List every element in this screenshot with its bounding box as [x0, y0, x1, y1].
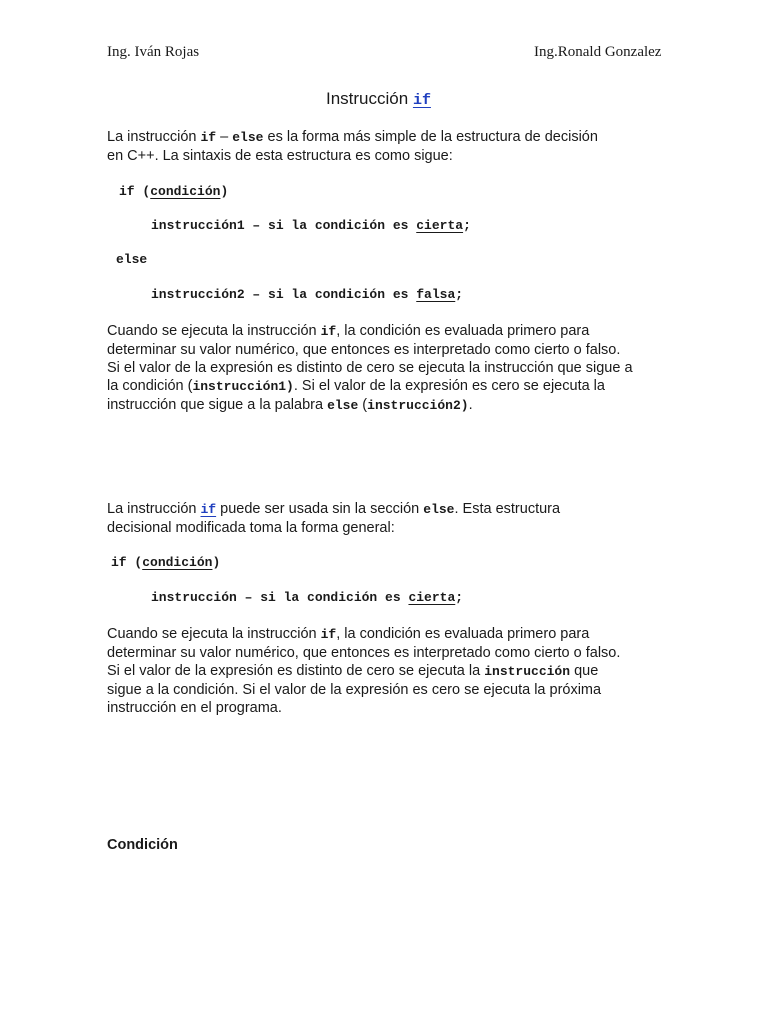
- code-if-open: if (: [111, 555, 143, 570]
- explain1-paragraph: [107, 322, 677, 415]
- intro-paragraph: [107, 128, 667, 165]
- explain2-text: Cuando se ejecuta la instrucción: [107, 626, 321, 642]
- code-if: if: [320, 627, 337, 642]
- intro-text-3: en C++. La sintaxis de esta estructura es como sigue:: [107, 148, 453, 164]
- syntax1-instr2-line: [151, 287, 463, 302]
- code-close-paren: ): [220, 184, 229, 199]
- syntax2-instr-line: [151, 590, 463, 605]
- intro-text-1: La instrucción: [107, 129, 197, 145]
- intro2-paragraph: [107, 500, 667, 537]
- intro2-text: . Esta estructura: [454, 501, 561, 517]
- code-semicolon: ;: [455, 590, 464, 605]
- explain2-paragraph: [107, 625, 677, 717]
- code-cierta: cierta: [408, 590, 456, 605]
- explain2-text: instrucción en el programa.: [107, 700, 282, 716]
- code-if-open: if (: [119, 184, 151, 199]
- page-title: [326, 89, 431, 109]
- explain1-text: Si el valor de la expresión es distinto de cero se ejecuta la instrucción que sigue a: [107, 360, 633, 376]
- if-keyword-link[interactable]: if: [200, 502, 217, 517]
- code-semicolon: ;: [463, 218, 471, 233]
- explain1-text: . Si el valor de la expresión es cero se ejecuta la: [293, 378, 605, 394]
- code-falsa: falsa: [416, 287, 456, 302]
- explain1-text: instrucción que sigue a la palabra: [107, 397, 328, 413]
- explain2-text: sigue a la condición. Si el valor de la expresión es cero se ejecuta la próxima: [107, 682, 602, 698]
- intro2-text: decisional modificada toma la forma general:: [107, 520, 395, 536]
- code-close-paren: ): [212, 555, 221, 570]
- code-if: if: [200, 130, 217, 145]
- explain2-text: Si el valor de la expresión es distinto de cero se ejecuta la: [107, 663, 485, 679]
- syntax1-else-line: else: [116, 252, 148, 267]
- intro2-text: La instrucción: [107, 501, 201, 517]
- header-right-author: Ing.Ronald Gonzalez: [534, 44, 662, 60]
- header-left-author: Ing. Iván Rojas: [107, 44, 200, 60]
- syntax1-instr1-line: [151, 218, 471, 233]
- intro-dash: –: [220, 129, 229, 145]
- code-if: if: [320, 324, 337, 339]
- syntax1-if-line: [119, 184, 228, 199]
- explain2-text: que: [570, 663, 599, 679]
- explain2-text: , la condición es evaluada primero para: [336, 626, 590, 642]
- code-condition: condición: [150, 184, 221, 199]
- code-else: else: [423, 502, 455, 517]
- code-instr1: instrucción1 – si la condición es: [151, 218, 417, 233]
- code-instr: instrucción – si la condición es: [151, 590, 409, 605]
- page-title-text: Instrucción: [326, 89, 409, 108]
- code-instruccion: instrucción: [484, 664, 571, 679]
- title-keyword-link[interactable]: if: [412, 92, 431, 109]
- explain1-text: .: [468, 397, 473, 413]
- explain1-text: , la condición es evaluada primero para: [336, 323, 590, 339]
- code-instruccion2: instrucción2): [367, 398, 469, 413]
- code-else: else: [327, 398, 359, 413]
- code-else: else: [232, 130, 264, 145]
- explain1-text: (: [358, 397, 368, 413]
- code-instruccion1: instrucción1): [192, 379, 294, 394]
- explain1-text: la condición (: [107, 378, 193, 394]
- explain1-text: Cuando se ejecuta la instrucción: [107, 323, 321, 339]
- code-cierta: cierta: [416, 218, 464, 233]
- intro2-text: puede ser usada sin la sección: [216, 501, 424, 517]
- intro-text-2: es la forma más simple de la estructura de decisión: [267, 129, 598, 145]
- section-heading-condicion: Condición: [107, 837, 178, 853]
- explain2-text: determinar su valor numérico, que entonces es interpretado como cierto o falso.: [107, 645, 621, 661]
- code-instr2: instrucción2 – si la condición es: [151, 287, 417, 302]
- code-semicolon: ;: [455, 287, 464, 302]
- explain1-text: determinar su valor numérico, que entonces es interpretado como cierto o falso.: [107, 342, 621, 358]
- code-condition: condición: [142, 555, 213, 570]
- syntax2-if-line: [111, 555, 220, 570]
